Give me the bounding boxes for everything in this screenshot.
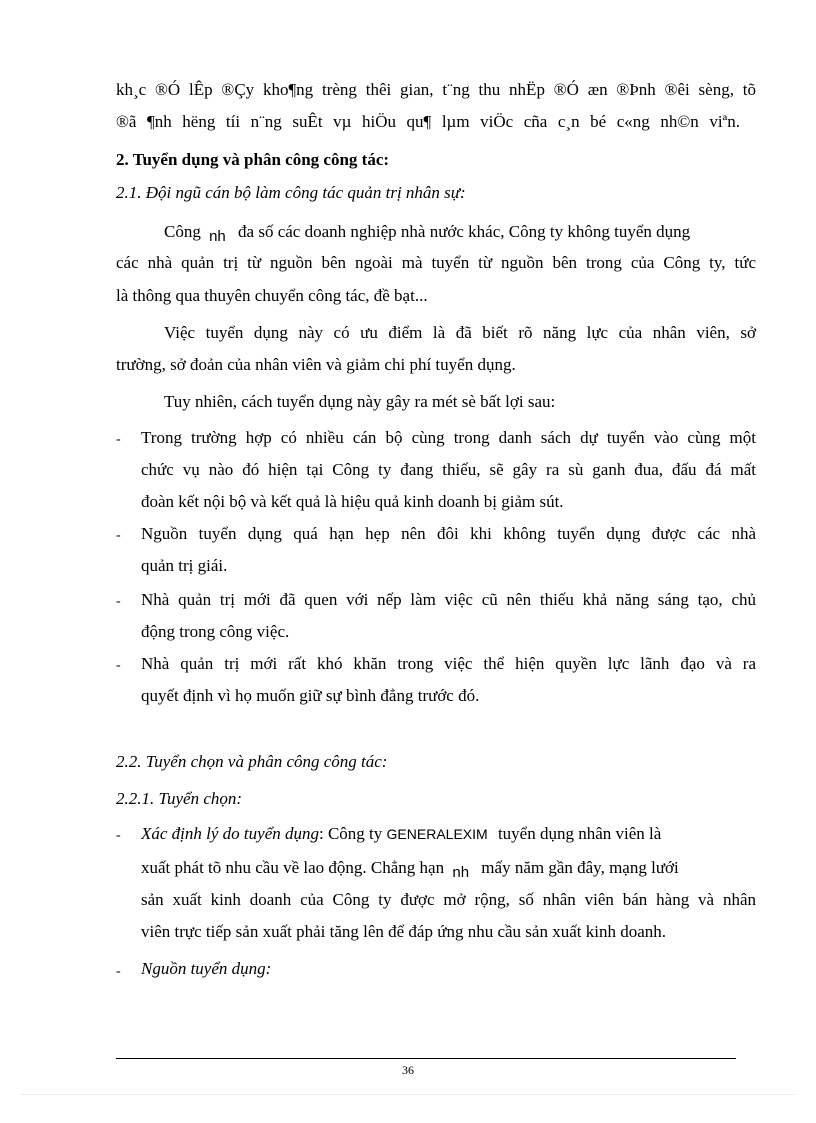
section-heading: 2. Tuyển dụng và phân công công tác:: [116, 150, 390, 169]
subsection-heading: 2.1. Đội ngũ cán bộ làm công tác quản trị nhân sự:: [116, 183, 466, 202]
list-item-line: đoàn kết nội bộ và kết quả là hiệu quả kinh doanh bị giảm sút.: [141, 492, 564, 511]
paragraph-line: ®ã ¶nh hëng tíi n¨ng suÊt vµ hiÖu qu¶ lµm viÖc cña c¸n bé c«ng nh©n viªn.: [116, 112, 740, 131]
subsection-heading: 2.2.1. Tuyển chọn:: [116, 789, 243, 808]
company-name: GENERALEXIM: [386, 826, 488, 842]
list-item-line: sản xuất kinh doanh của Công ty được mở rộng, số nhân viên bán hàng và nhân: [141, 890, 756, 909]
list-item-line: Nhà quản trị mới đã quen với nếp làm việc cũ nên thiếu khả năng sáng tạo, chủ: [141, 590, 756, 609]
list-item-line: [141, 824, 756, 844]
list-item-line: Nguồn tuyển dụng:: [141, 959, 272, 978]
list-item-line: động trong công việc.: [141, 622, 290, 641]
list-item-line: quản trị giái.: [141, 556, 228, 575]
paragraph-line: [164, 222, 756, 243]
text-run: Xác định lý do tuyển dụng: [141, 824, 319, 843]
paragraph-line: là thông qua thuyên chuyển công tác, đề bạt...: [116, 286, 428, 305]
list-dash: -: [116, 594, 121, 609]
list-item-line: Nguồn tuyển dụng quá hạn hẹp nên đôi khi không tuyển dụng được các nhà: [141, 524, 756, 543]
page-break-line: [20, 1094, 796, 1095]
text-run: xuất phát tõ nhu cầu về lao động. Chẳng hạn: [141, 858, 445, 877]
list-dash: -: [116, 828, 121, 843]
text-run: mấy năm gần đây, mạng lưới: [481, 858, 679, 877]
paragraph-line: trường, sở đoản của nhân viên và giảm chi phí tuyển dụng.: [116, 355, 516, 374]
list-item-line: Nhà quản trị mới rất khó khăn trong việc thể hiện quyền lực lãnh đạo và ra: [141, 654, 756, 673]
page-number: 36: [402, 1063, 414, 1077]
subsection-heading: 2.2. Tuyển chọn và phân công công tác:: [116, 752, 388, 771]
list-dash: -: [116, 528, 121, 543]
paragraph-line: kh¸c ®Ó lÊp ®Çy kho¶ng trèng thêi gian, t¨ng thu nhËp ®Ó æn ®Þnh ®êi sèng, tõ: [116, 80, 756, 99]
paragraph-line: các nhà quản trị từ nguồn bên ngoài mà tuyển từ nguồn bên trong của Công ty, tức: [116, 253, 756, 272]
text-run: nh: [209, 228, 226, 245]
list-dash: -: [116, 432, 121, 447]
list-item-line: viên trực tiếp sản xuất phải tăng lên để đáp ứng nhu cầu sản xuất kinh doanh.: [141, 922, 666, 941]
paragraph-line: Việc tuyển dụng này có ưu điểm là đã biết rõ năng lực của nhân viên, sở: [164, 323, 756, 342]
text-run: đa số các doanh nghiệp nhà nước khác, Công ty không tuyển dụng: [238, 222, 691, 241]
text-run: : Công ty: [319, 824, 383, 843]
text-run: nh: [452, 864, 470, 881]
list-item-line: chức vụ nào đó hiện tại Công ty đang thiếu, sẽ gây ra sù ganh đua, đấu đá mất: [141, 460, 756, 479]
list-dash: -: [116, 964, 121, 979]
text-run: tuyển dụng nhân viên là: [497, 824, 662, 843]
text-run: Công: [164, 222, 201, 241]
list-item-line: [141, 858, 756, 879]
footer-rule: [116, 1058, 736, 1059]
list-item-line: Trong trường hợp có nhiều cán bộ cùng trong danh sách dự tuyển vào cùng một: [141, 428, 756, 447]
paragraph-line: Tuy nhiên, cách tuyển dụng này gây ra mét sè bất lợi sau:: [164, 392, 556, 411]
list-item-line: quyết định vì họ muốn giữ sự bình đẳng trước đó.: [141, 686, 480, 705]
list-dash: -: [116, 658, 121, 673]
